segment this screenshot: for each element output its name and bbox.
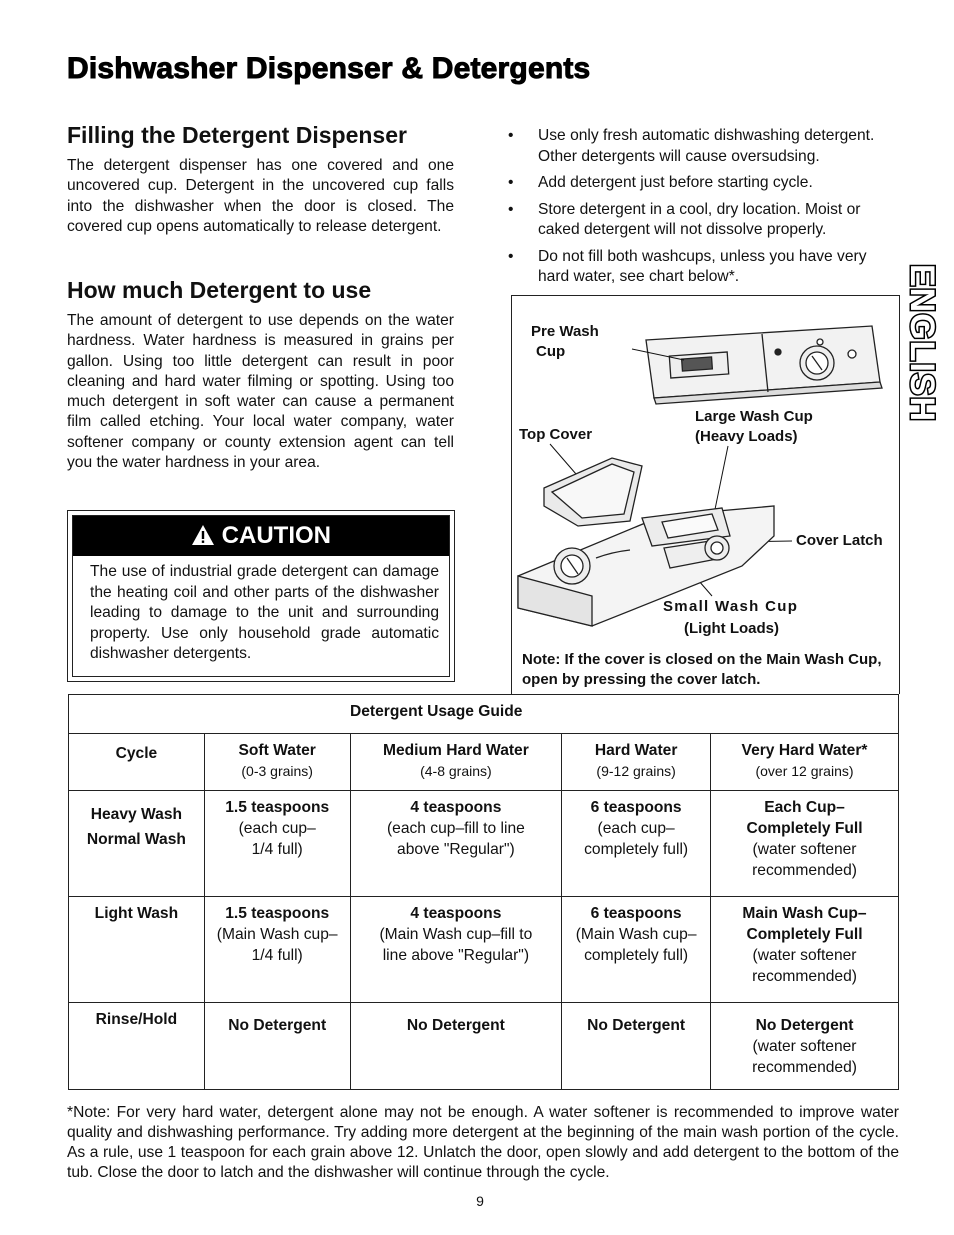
- header-cell: Very Hard Water* (over 12 grains): [711, 734, 899, 791]
- side-tab-text: ENGLISH: [903, 264, 941, 423]
- table-cell: Main Wash Cup– Completely Full (water softener recommended): [711, 897, 899, 1003]
- large-cup-label-2: (Heavy Loads): [695, 428, 798, 445]
- table-cell: No Detergent: [350, 1003, 562, 1090]
- table-cell: 4 teaspoons (each cup–fill to line above "Regular"): [350, 791, 562, 897]
- list-item: • Use only fresh automatic dishwashing detergent. Other detergents will cause oversudsing.: [508, 126, 900, 167]
- list-item: • Add detergent just before starting cycle.: [508, 173, 900, 194]
- warning-triangle-icon: [191, 522, 222, 549]
- table-row: [69, 791, 899, 897]
- page-number: 9: [476, 1193, 484, 1209]
- pre-wash-label-1: Pre Wash: [531, 323, 599, 340]
- caution-label: CAUTION: [221, 522, 331, 549]
- table-cell: No Detergent: [204, 1003, 350, 1090]
- caution-box: [67, 510, 455, 682]
- cycle-cell: Heavy Wash Normal Wash: [69, 791, 205, 897]
- table-cell: 1.5 teaspoons (Main Wash cup– 1/4 full): [204, 897, 350, 1003]
- list-item: • Do not fill both washcups, unless you have very hard water, see chart below*.: [508, 247, 900, 288]
- caution-text: The use of industrial grade detergent can damage the heating coil and other parts of the dishwasher leading to damage to the unit and surrounding property. Use only household grade automatic dishwasher detergents.: [90, 563, 439, 662]
- large-cup-label-1: Large Wash Cup: [695, 408, 813, 425]
- cycle-cell: Rinse/Hold: [69, 1003, 205, 1090]
- pre-wash-label-2: Cup: [536, 343, 566, 360]
- header-cell: Soft Water (0-3 grains): [204, 734, 350, 791]
- how-much-text: The amount of detergent to use depends on the water hardness. Water hardness is measured in grains per gallon. Using too little detergent can result in poor cleaning and hard water filming or spotting. Using too much detergent in soft water can cause a permanent film called etching. Your local water company, water softener company or county extension agent can tell you the water hardness in your area.: [67, 312, 454, 472]
- top-cover-label: Top Cover: [519, 426, 593, 443]
- tips-list: [508, 126, 900, 294]
- filling-text: The detergent dispenser has one covered and one uncovered cup. Detergent in the uncovered cup falls into the dishwasher when the door is closed. The covered cup opens automatically to release detergent.: [67, 157, 454, 235]
- table-cell: No Detergent: [562, 1003, 711, 1090]
- caution-banner: [73, 516, 449, 556]
- cover-latch-label: Cover Latch: [796, 532, 883, 549]
- table-title: Detergent Usage Guide: [69, 695, 899, 734]
- footnote: *Note: For very hard water, detergent alone may not be enough. A water softener is recommended to improve water quality and dishwashing performance. Try adding more detergent at the beginning of the main wash portion of the cycle. As a rule, use 1 teaspoon for each grain above 12. Unlatch the door, open slowly and add detergent to the bottom of the tub. Close the door to latch and the dishwasher will continue through the cycle.: [67, 1104, 899, 1181]
- table-cell: 6 teaspoons (each cup– completely full): [562, 791, 711, 897]
- table-cell: Each Cup– Completely Full (water softener recommended): [711, 791, 899, 897]
- header-cell: Medium Hard Water (4-8 grains): [350, 734, 562, 791]
- header-cell: Cycle: [69, 734, 205, 791]
- cycle-cell: Light Wash: [69, 897, 205, 1003]
- table-cell: 6 teaspoons (Main Wash cup– completely full): [562, 897, 711, 1003]
- table-header-row: [69, 734, 899, 791]
- detergent-usage-table: [68, 694, 899, 1090]
- table-row: [69, 897, 899, 1003]
- table-cell: 4 teaspoons (Main Wash cup–fill to line above "Regular"): [350, 897, 562, 1003]
- how-much-heading: How much Detergent to use: [67, 277, 372, 303]
- header-cell: Hard Water (9-12 grains): [562, 734, 711, 791]
- filling-heading: Filling the Detergent Dispenser: [67, 122, 407, 148]
- table-row: [69, 1003, 899, 1090]
- language-side-tab: [897, 258, 947, 428]
- list-item: • Store detergent in a cool, dry location. Moist or caked detergent will not dissolve properly.: [508, 200, 900, 241]
- page-title: Dishwasher Dispenser & Detergents: [67, 52, 591, 85]
- table-cell: No Detergent (water softener recommended): [711, 1003, 899, 1090]
- dispenser-diagram: [511, 295, 900, 694]
- small-cup-label-2: (Light Loads): [684, 620, 779, 637]
- diagram-note: Note: If the cover is closed on the Main Wash Cup, open by pressing the cover latch.: [522, 651, 882, 688]
- table-cell: 1.5 teaspoons (each cup– 1/4 full): [204, 791, 350, 897]
- small-cup-label-1: Small Wash Cup: [663, 598, 799, 615]
